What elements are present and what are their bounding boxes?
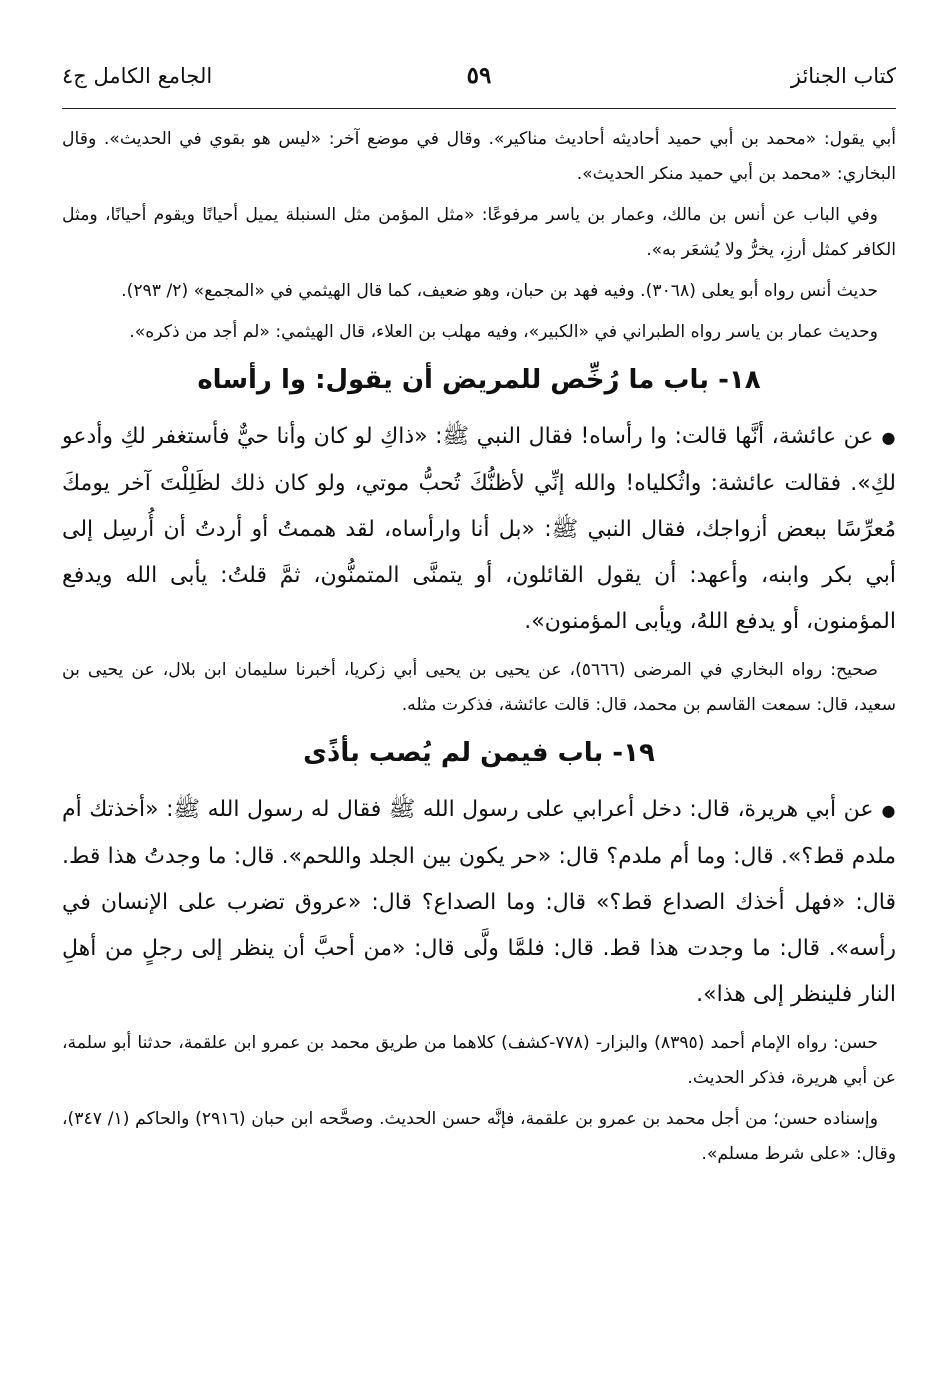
paragraph: حسن: رواه الإمام أحمد (٨٣٩٥) والبزار- (٧٧٨-كشف) كلاهما من طريق محمد بن عمرو ابن علقمة، حدثنا أبو سلمة، عن أبي هريرة، فذكر الحديث. xyxy=(62,1033,896,1088)
bullet-icon: ● xyxy=(881,801,896,820)
paragraph: حديث أنس رواه أبو يعلى (٣٠٦٨). وفيه فهد بن حبان، وهو ضعيف، كما قال الهيثمي في «المجمع» (٢/ ٢٩٣). xyxy=(121,281,878,301)
page-content xyxy=(62,122,896,1359)
hadith-text xyxy=(62,414,896,645)
page-header xyxy=(62,58,896,109)
paragraph: وفي الباب عن أنس بن مالك، وعمار بن ياسر مرفوعًا: «مثل المؤمن مثل السنبلة يميل أحيانًا ويقوم أحيانًا، ومثل الكافر كمثل أرزِ، يخرُّ ولا يُشعَر به». xyxy=(62,205,896,260)
hadith-body: عن عائشة، أنَّها قالت: وا رأساه! فقال النبي ﷺ: «ذاكِ لو كان وأنا حيٌّ فأستغفر لكِ وأدعو لكِ». فقالت عائشة: واثُكلياه! والله إنِّي لأظنُّكَ تُحبُّ موتي، ولو كان ذلك لظَلِلْتَ آخر يومكَ مُعرِّسًا ببعض أزواجك، فقال النبي ﷺ: «بل أنا وارأساه، لقد هممتُ أو أردتُ أن أُرسِل إلى أبي بكر وابنه، وأعهد: أن يقول القائلون، أو يتمنَّى المتمنُّون، ثمَّ قلتُ: يأبى الله ويدفع المؤمنون، أو يدفع اللهُ، ويأبى المؤمنون». xyxy=(62,424,896,634)
paragraph: أبي يقول: «محمد بن أبي حميد أحاديثه أحاديث مناكير». وقال في موضع آخر: «ليس هو بقوي في الحديث». وقال البخاري: «محمد بن أبي حميد منكر الحديث». xyxy=(62,129,896,184)
bullet-icon: ● xyxy=(881,428,896,447)
chapter-heading: ١٩- باب فيمن لم يُصب بأذًى xyxy=(303,738,655,768)
paragraph: وحديث عمار بن ياسر رواه الطبراني في «الكبير»، وفيه مهلب بن العلاء، قال الهيثمي: «لم أجد من ذكره». xyxy=(129,322,878,342)
paragraph: وإسناده حسن؛ من أجل محمد بن عمرو بن علقمة، فإنَّه حسن الحديث. وصحَّحه ابن حبان (٢٩١٦) والحاكم (١/ ٣٤٧)، وقال: «على شرط مسلم». xyxy=(62,1109,896,1164)
chapter-title: كتاب الجنائز xyxy=(790,64,896,88)
hadith-body: عن أبي هريرة، قال: دخل أعرابي على رسول الله ﷺ فقال له رسول الله ﷺ: «أخذتك أم ملدم قط؟». قال: وما أم ملدم؟ قال: «حر يكون بين الجلد واللحم». قال: ما وجدتُ هذا قط. قال: «فهل أخذك الصداع قط؟» قال: وما الصداع؟ قال: «عروق تضرب على الإنسان في رأسه». قال: ما وجدت هذا قط. قال: فلمَّا ولَّى قال: «من أحبَّ أن ينظر إلى رجلٍ من أهلِ النار فلينظر إلى هذا». xyxy=(62,797,896,1007)
chapter-heading: ١٨- باب ما رُخِّص للمريض أن يقول: وا رأساه xyxy=(197,365,761,395)
hadith-text xyxy=(62,787,896,1018)
book-title: الجامع الكامل ج٤ xyxy=(62,64,213,88)
paragraph: صحيح: رواه البخاري في المرضى (٥٦٦٦)، عن يحيى بن يحيى أبي زكريا، أخبرنا سليمان ابن بلال، عن يحيى بن سعيد، قال: سمعت القاسم بن محمد، قال: قالت عائشة، فذكرت مثله. xyxy=(62,660,896,715)
page-number: ٥٩ xyxy=(466,62,492,89)
